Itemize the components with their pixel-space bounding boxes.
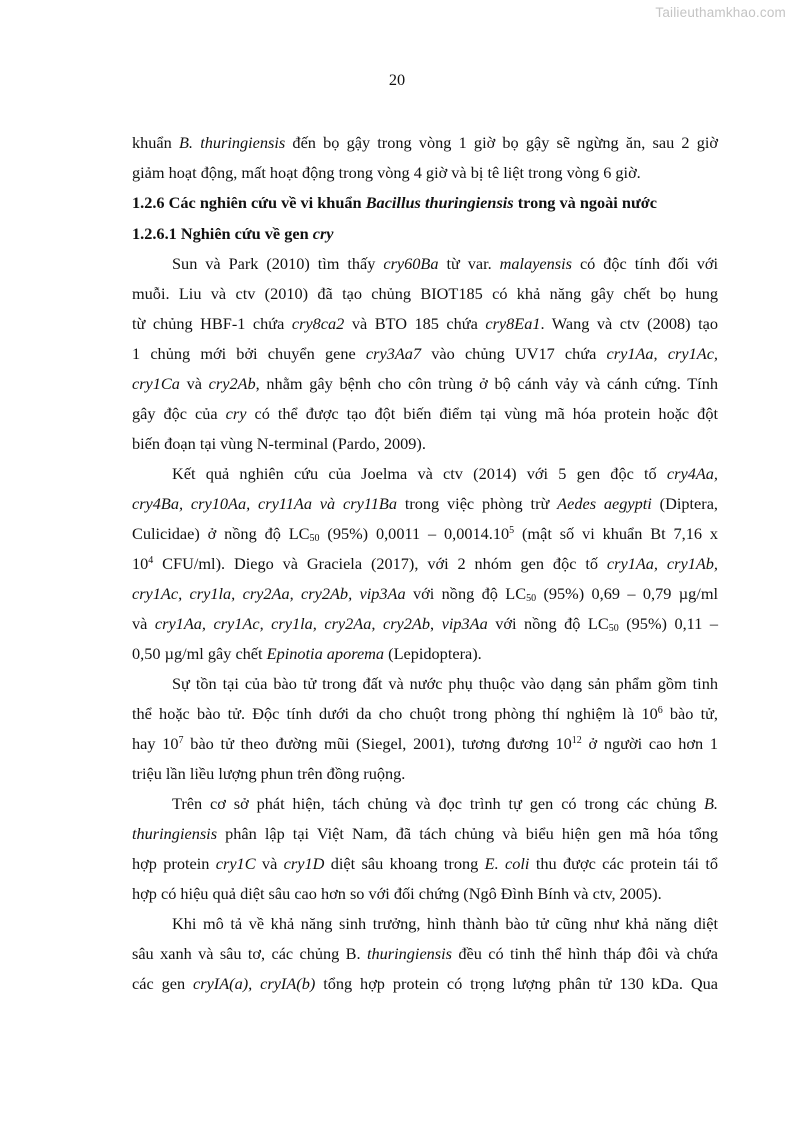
text-line: các gen cryIA(a), cryIA(b) tổng hợp protein có trọng lượng phân tử 130 kDa. Qua (132, 974, 718, 993)
text-line: cry4Ba, cry10Aa, cry11Aa và cry11Ba trong việc phòng trừ Aedes aegypti (Diptera, (132, 494, 718, 513)
text-line: Sự tồn tại của bào tử trong đất và nước phụ thuộc vào dạng sản phẩm gồm tinh (172, 674, 718, 693)
text-line: thể hoặc bào tử. Độc tính dưới da cho chuột trong phòng thí nghiệm là $10^6$ bào tử, (132, 704, 718, 723)
subsection-heading: 1.2.6.1 Nghiên cứu về gen cry (132, 224, 334, 243)
text-line: và cry1Aa, cry1Ac, cry1la, cry2Aa, cry2Ab, vip3Aa với nồng độ $LC_{50}$ (95%) 0,11 – (132, 614, 718, 634)
text-line: $10^4$ CFU/ml). Diego và Graciela (2017), với 2 nhóm gen độc tố cry1Aa, cry1Ab, (132, 554, 718, 573)
text-line: hợp có hiệu quả diệt sâu cao hơn so với đối chứng (Ngô Đình Bính và ctv, 2005). (132, 884, 662, 903)
text-line: muỗi. Liu và ctv (2010) đã tạo chủng BIOT185 có khả năng gây chết bọ hung (132, 284, 718, 303)
text-line: Khi mô tả về khả năng sinh trưởng, hình thành bào tử cũng như khả năng diệt (172, 914, 718, 933)
text-line: Trên cơ sở phát hiện, tách chủng và đọc trình tự gen có trong các chủng B. (172, 794, 718, 813)
text-line: từ chủng HBF-1 chứa cry8ca2 và BTO 185 chứa cry8Ea1. Wang và ctv (2008) tạo (132, 314, 718, 333)
page-number: 20 (388, 70, 406, 89)
text-line: thuringiensis phân lập tại Việt Nam, đã tách chủng và biểu hiện gen mã hóa tổng (132, 824, 718, 843)
text-line: Culicidae) ở nồng độ $LC_{50}$ (95%) 0,0011 – 0,0014.10$^5$ (mật số vi khuẩn Bt 7,16 x (132, 524, 718, 544)
text-line: giảm hoạt động, mất hoạt động trong vòng 4 giờ và bị tê liệt trong vòng 6 giờ. (132, 163, 641, 182)
text-line: triệu lần liều lượng phun trên đồng ruộng. (132, 764, 406, 783)
text-line: gây độc của cry có thể được tạo đột biến điểm tại vùng mã hóa protein hoặc đột (132, 404, 718, 423)
text-line: cry1Ca và cry2Ab, nhằm gây bệnh cho côn trùng ở bộ cánh vảy và cánh cứng. Tính (132, 374, 718, 393)
text-line: khuẩn B. thuringiensis đến bọ gậy trong vòng 1 giờ bọ gậy sẽ ngừng ăn, sau 2 giờ (132, 133, 719, 152)
text-line: 1 chủng mới bởi chuyển gene cry3Aa7 vào chủng UV17 chứa cry1Aa, cry1Ac, (132, 344, 718, 363)
text-line: Sun và Park (2010) tìm thấy cry60Ba từ var. malayensis có độc tính đối với (172, 254, 718, 273)
section-heading: 1.2.6 Các nghiên cứu về vi khuẩn Bacillus thuringiensis trong và ngoài nước (132, 193, 657, 212)
text-line: cry1Ac, cry1la, cry2Aa, cry2Ab, vip3Aa với nồng độ $LC_{50}$ (95%) 0,69 – 0,79 µg/ml (132, 584, 719, 604)
watermark: Tailieuthamkhao.com (655, 5, 786, 20)
text-line: 0,50 µg/ml gây chết Epinotia aporema (Lepidoptera). (132, 644, 482, 663)
text-line: biến đoạn tại vùng N-terminal (Pardo, 2009). (132, 434, 426, 453)
text-line: sâu xanh và sâu tơ, các chủng B. thuringiensis đều có tinh thể hình tháp đôi và chứa (132, 944, 718, 963)
text-line: Kết quả nghiên cứu của Joelma và ctv (2014) với 5 gen độc tố cry4Aa, (172, 464, 718, 483)
text-line: hay $10^7$ bào tử theo đường mũi (Siegel, 2001), tương đương $10^{12}$ ở người cao hơn 1 (132, 734, 718, 753)
text-line: hợp protein cry1C và cry1D diệt sâu khoang trong E. coli thu được các protein tái tổ (132, 854, 719, 873)
